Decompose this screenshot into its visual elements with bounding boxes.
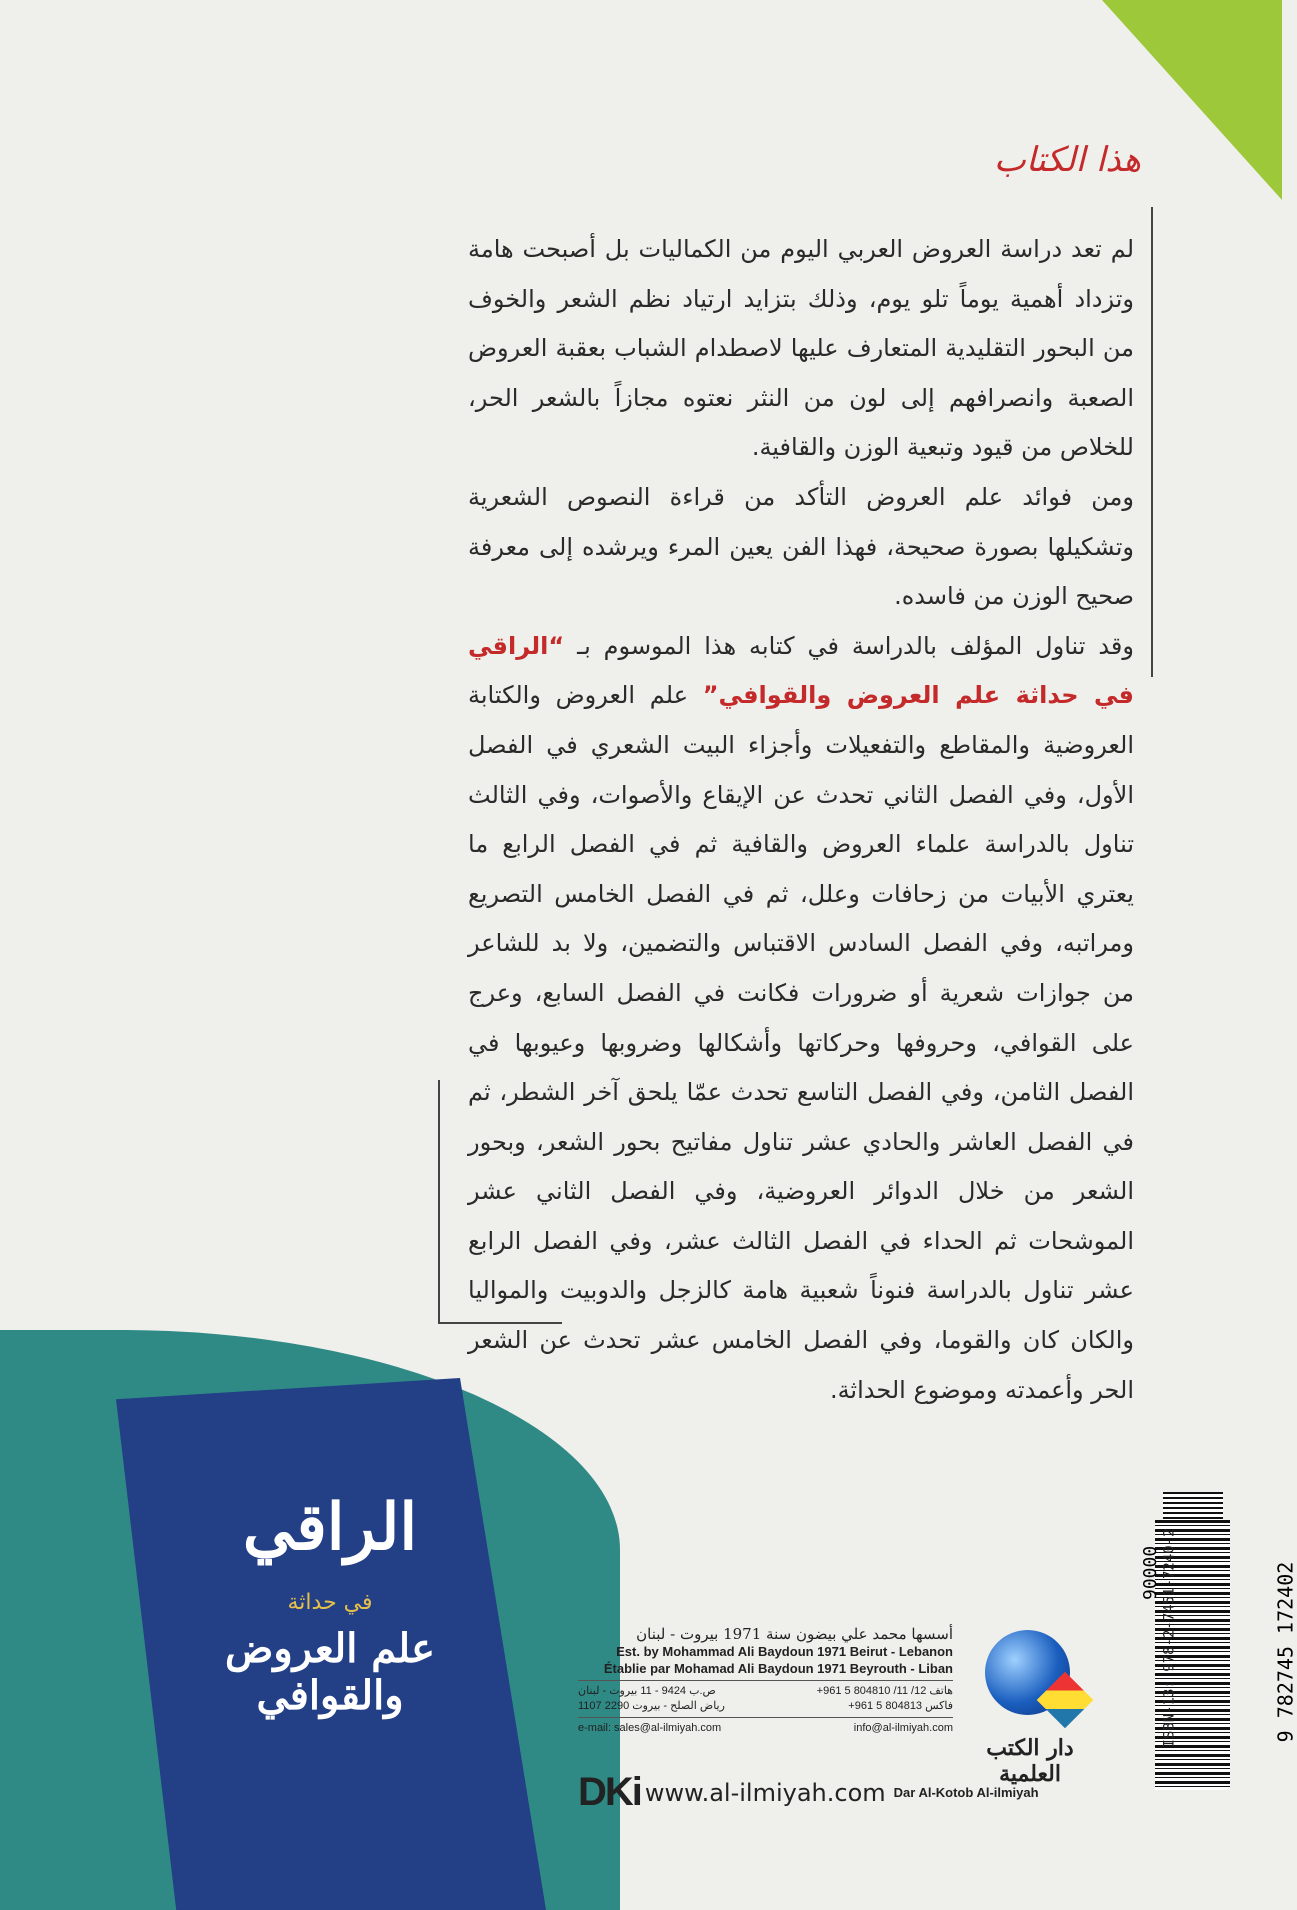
divider-line [1151,207,1153,677]
publisher-info [578,1625,953,1734]
founded-ar: أسسها محمد علي بيضون سنة 1971 بيروت - لبنان [636,1625,953,1643]
book-title-rest: علم العروض والقوافي [225,1625,435,1719]
book-subtitle: في حداثة [287,1590,373,1615]
po-box: ص.ب 9424 - 11 بيروت - لبنان [578,1685,716,1697]
address: رياض الصلح - بيروت 2290 1107 [578,1700,725,1712]
isbn-text: ISBN-13: 978-2-7451-7240-2 [1161,1528,1178,1748]
founded-fr: Établie par Mohamad Ali Baydoun 1971 Beyrouth - Liban [603,1661,953,1676]
website-link[interactable]: www.al-ilmiyah.com [644,1778,886,1807]
fax: فاكس 804813 5 961+ [848,1700,953,1712]
addon-digits: 90000 [1140,1545,1161,1600]
paragraph-text: لم تعد دراسة العروض العربي اليوم من الكماليات بل أصبحت هامة وتزداد أهمية يوماً تلو يوم، وذلك بتزايد ارتياد نظم الشعر والخوف من البحور التقليدية المتعارف عليها لاصطدام الشباب بعقبة العروض الصعبة وانصرافهم إلى لون من النثر نعتوه مجازاً بالشعر الحر، للخلاص من قيود وتبعية الوزن والقافية. [468,235,1134,462]
paragraph [468,473,1134,622]
email-info[interactable]: info@al-ilmiyah.com [853,1722,953,1734]
section-heading: هذا الكتاب [993,140,1142,180]
barcode-digits: 9 782745 172402 [1273,1561,1297,1743]
divider [578,1680,953,1681]
paragraph [468,622,1134,1416]
blurb-text [468,225,1134,1415]
paragraph [468,225,1134,473]
divider [578,1717,953,1718]
founded-en: Est. by Mohammad Ali Baydoun 1971 Beirut - Lebanon [616,1644,953,1659]
publisher-name-en: Dar Al-Kotob Al-ilmiyah [893,1785,1039,1800]
book-title: الراقي [242,1490,418,1565]
paragraph-text: وقد تناول المؤلف بالدراسة في كتابه هذا الموسوم بـ [564,631,1134,660]
book-title-highlight: “الراقي في حداثة علم العروض والقوافي” [468,631,1134,710]
paragraph-text: ومن فوائد علم العروض التأكد من قراءة النصوص الشعرية وتشكيلها بصورة صحيحة، فهذا الفن يعين المرء ويرشده إلى معرفة صحيح الوزن من فاسده. [468,482,1134,611]
publisher-name-ar: دار الكتب العلمية [986,1735,1074,1787]
phone: هاتف 12/ 11/ 804810 5 961+ [816,1685,953,1697]
dki-logo: DKi [578,1770,641,1814]
paragraph-text: علم العروض والكتابة العروضية والمقاطع والتفعيلات وأجزاء البيت الشعري في الفصل الأول، وفي الفصل الثاني تحدث عن الإيقاع والأصوات، وفي الثالث تناول بالدراسة علماء العروض والقافية ثم في الفصل الرابع ما يعتري الأبيات من زحافات وعلل، ثم في الفصل الخامس التصريع ومراتبه، وفي الفصل السادس الاقتباس والتضمين، ولا بد للشاعر من جوازات شعرية أو ضرورات فكانت في الفصل السابع، وعرج على القوافي، وحروفها وحركاتها وأشكالها وضروبها وعيوبها في الفصل الثامن، وفي الفصل التاسع تحدث عمّا يلحق آخر الشطر، ثم في الفصل العاشر والحادي عشر تناول مفاتيح بحور الشعر، وبحور الشعر من خلال الدوائر العروضية، وفي الفصل الثاني عشر الموشحات ثم الحداء في الفصل الثالث عشر، وفي الفصل الرابع عشر تناول بالدراسة فنوناً شعبية هامة كالزجل والدوبيت والمواليا والكان كان والقوما، وفي الفصل الخامس عشر تحدث عن الشعر الحر وأعمدته وموضوع الحداثة. [468,681,1134,1404]
email-sales[interactable]: e-mail: sales@al-ilmiyah.com [578,1722,722,1734]
corner-line [438,1080,440,1324]
